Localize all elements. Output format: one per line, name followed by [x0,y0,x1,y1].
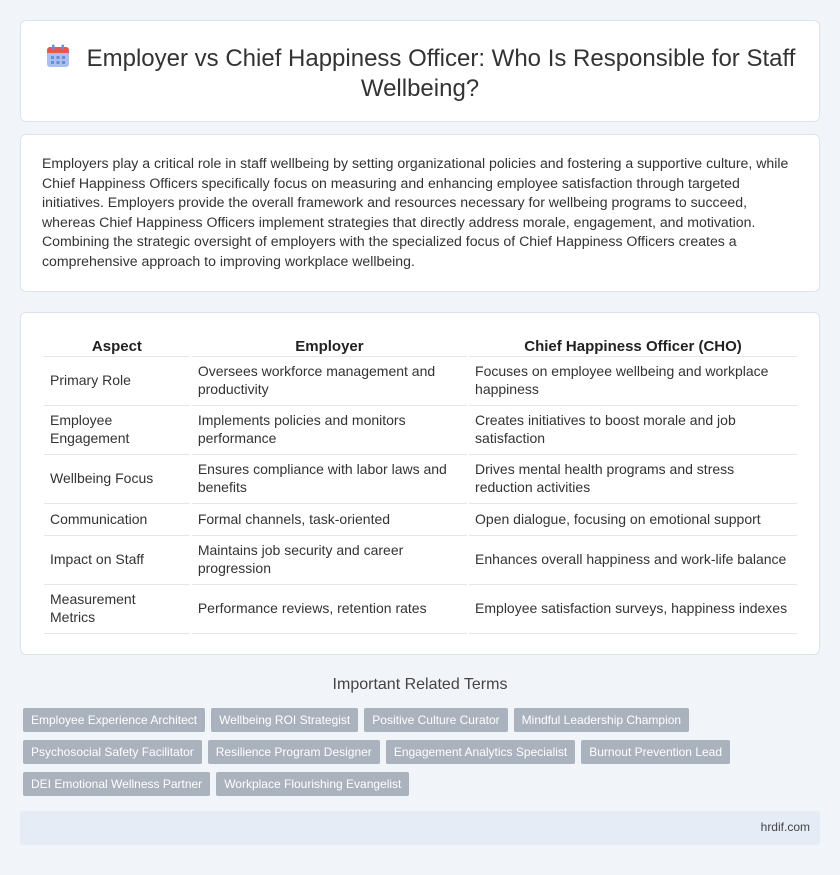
cell-employer: Oversees workforce management and productivity [192,357,467,406]
related-terms-list [23,708,783,796]
cell-employer: Implements policies and monitors performance [192,406,467,455]
related-term-tag[interactable]: Psychosocial Safety Facilitator [23,740,202,764]
calendar-icon [45,43,71,69]
table-row [44,536,797,585]
comparison-table [42,335,799,634]
cell-cho: Creates initiatives to boost morale and job satisfaction [469,406,797,455]
related-term-tag[interactable]: Resilience Program Designer [208,740,380,764]
cell-employer: Maintains job security and career progression [192,536,467,585]
table-row [44,406,797,455]
cell-aspect: Employee Engagement [44,406,190,455]
comparison-card [20,312,820,655]
cell-cho: Enhances overall happiness and work-life balance [469,536,797,585]
header-employer: Employer [192,335,467,357]
related-term-tag[interactable]: Mindful Leadership Champion [514,708,689,732]
cell-employer: Performance reviews, retention rates [192,585,467,634]
page-title-wrap [21,43,819,104]
intro-card [20,134,820,292]
related-term-tag[interactable]: Positive Culture Curator [364,708,507,732]
related-term-tag[interactable]: Workplace Flourishing Evangelist [216,772,409,796]
cell-employer: Ensures compliance with labor laws and benefits [192,455,467,504]
header-aspect: Aspect [44,335,190,357]
footer-site-link[interactable]: hrdif.com [760,820,810,834]
cell-aspect: Communication [44,504,190,536]
intro-paragraph: Employers play a critical role in staff wellbeing by setting organizational policies and fostering a supportive culture, while Chief Happiness Officers specifically focus on measuring and enhancing employee satisfaction through targeted initiatives. Employers provide the overall framework and resources necessary for wellbeing programs to succeed, whereas Chief Happiness Officers implement strategies that directly address morale, engagement, and motivation. Combining the strategic oversight of employers with the specialized focus of Chief Happiness Officers creates a comprehensive approach to improving workplace wellbeing. [42,155,789,269]
related-term-tag[interactable]: Wellbeing ROI Strategist [211,708,358,732]
page-title: Employer vs Chief Happiness Officer: Who Is Responsible for Staff Wellbeing? [86,45,796,102]
cell-cho: Focuses on employee wellbeing and workplace happiness [469,357,797,406]
cell-aspect: Impact on Staff [44,536,190,585]
table-row [44,357,797,406]
table-row [44,455,797,504]
cell-aspect: Primary Role [44,357,190,406]
related-term-tag[interactable]: DEI Emotional Wellness Partner [23,772,210,796]
title-card [20,20,820,122]
related-term-tag[interactable]: Burnout Prevention Lead [581,740,730,764]
table-row [44,585,797,634]
cell-cho: Open dialogue, focusing on emotional support [469,504,797,536]
cell-aspect: Measurement Metrics [44,585,190,634]
table-header-row [44,335,797,357]
table-row [44,504,797,536]
related-terms-heading: Important Related Terms [332,676,508,693]
related-term-tag[interactable]: Engagement Analytics Specialist [386,740,575,764]
cell-cho: Drives mental health programs and stress reduction activities [469,455,797,504]
header-cho: Chief Happiness Officer (CHO) [469,335,797,357]
cell-cho: Employee satisfaction surveys, happiness indexes [469,585,797,634]
cell-employer: Formal channels, task-oriented [192,504,467,536]
related-term-tag[interactable]: Employee Experience Architect [23,708,205,732]
cell-aspect: Wellbeing Focus [44,455,190,504]
footer [20,811,820,845]
